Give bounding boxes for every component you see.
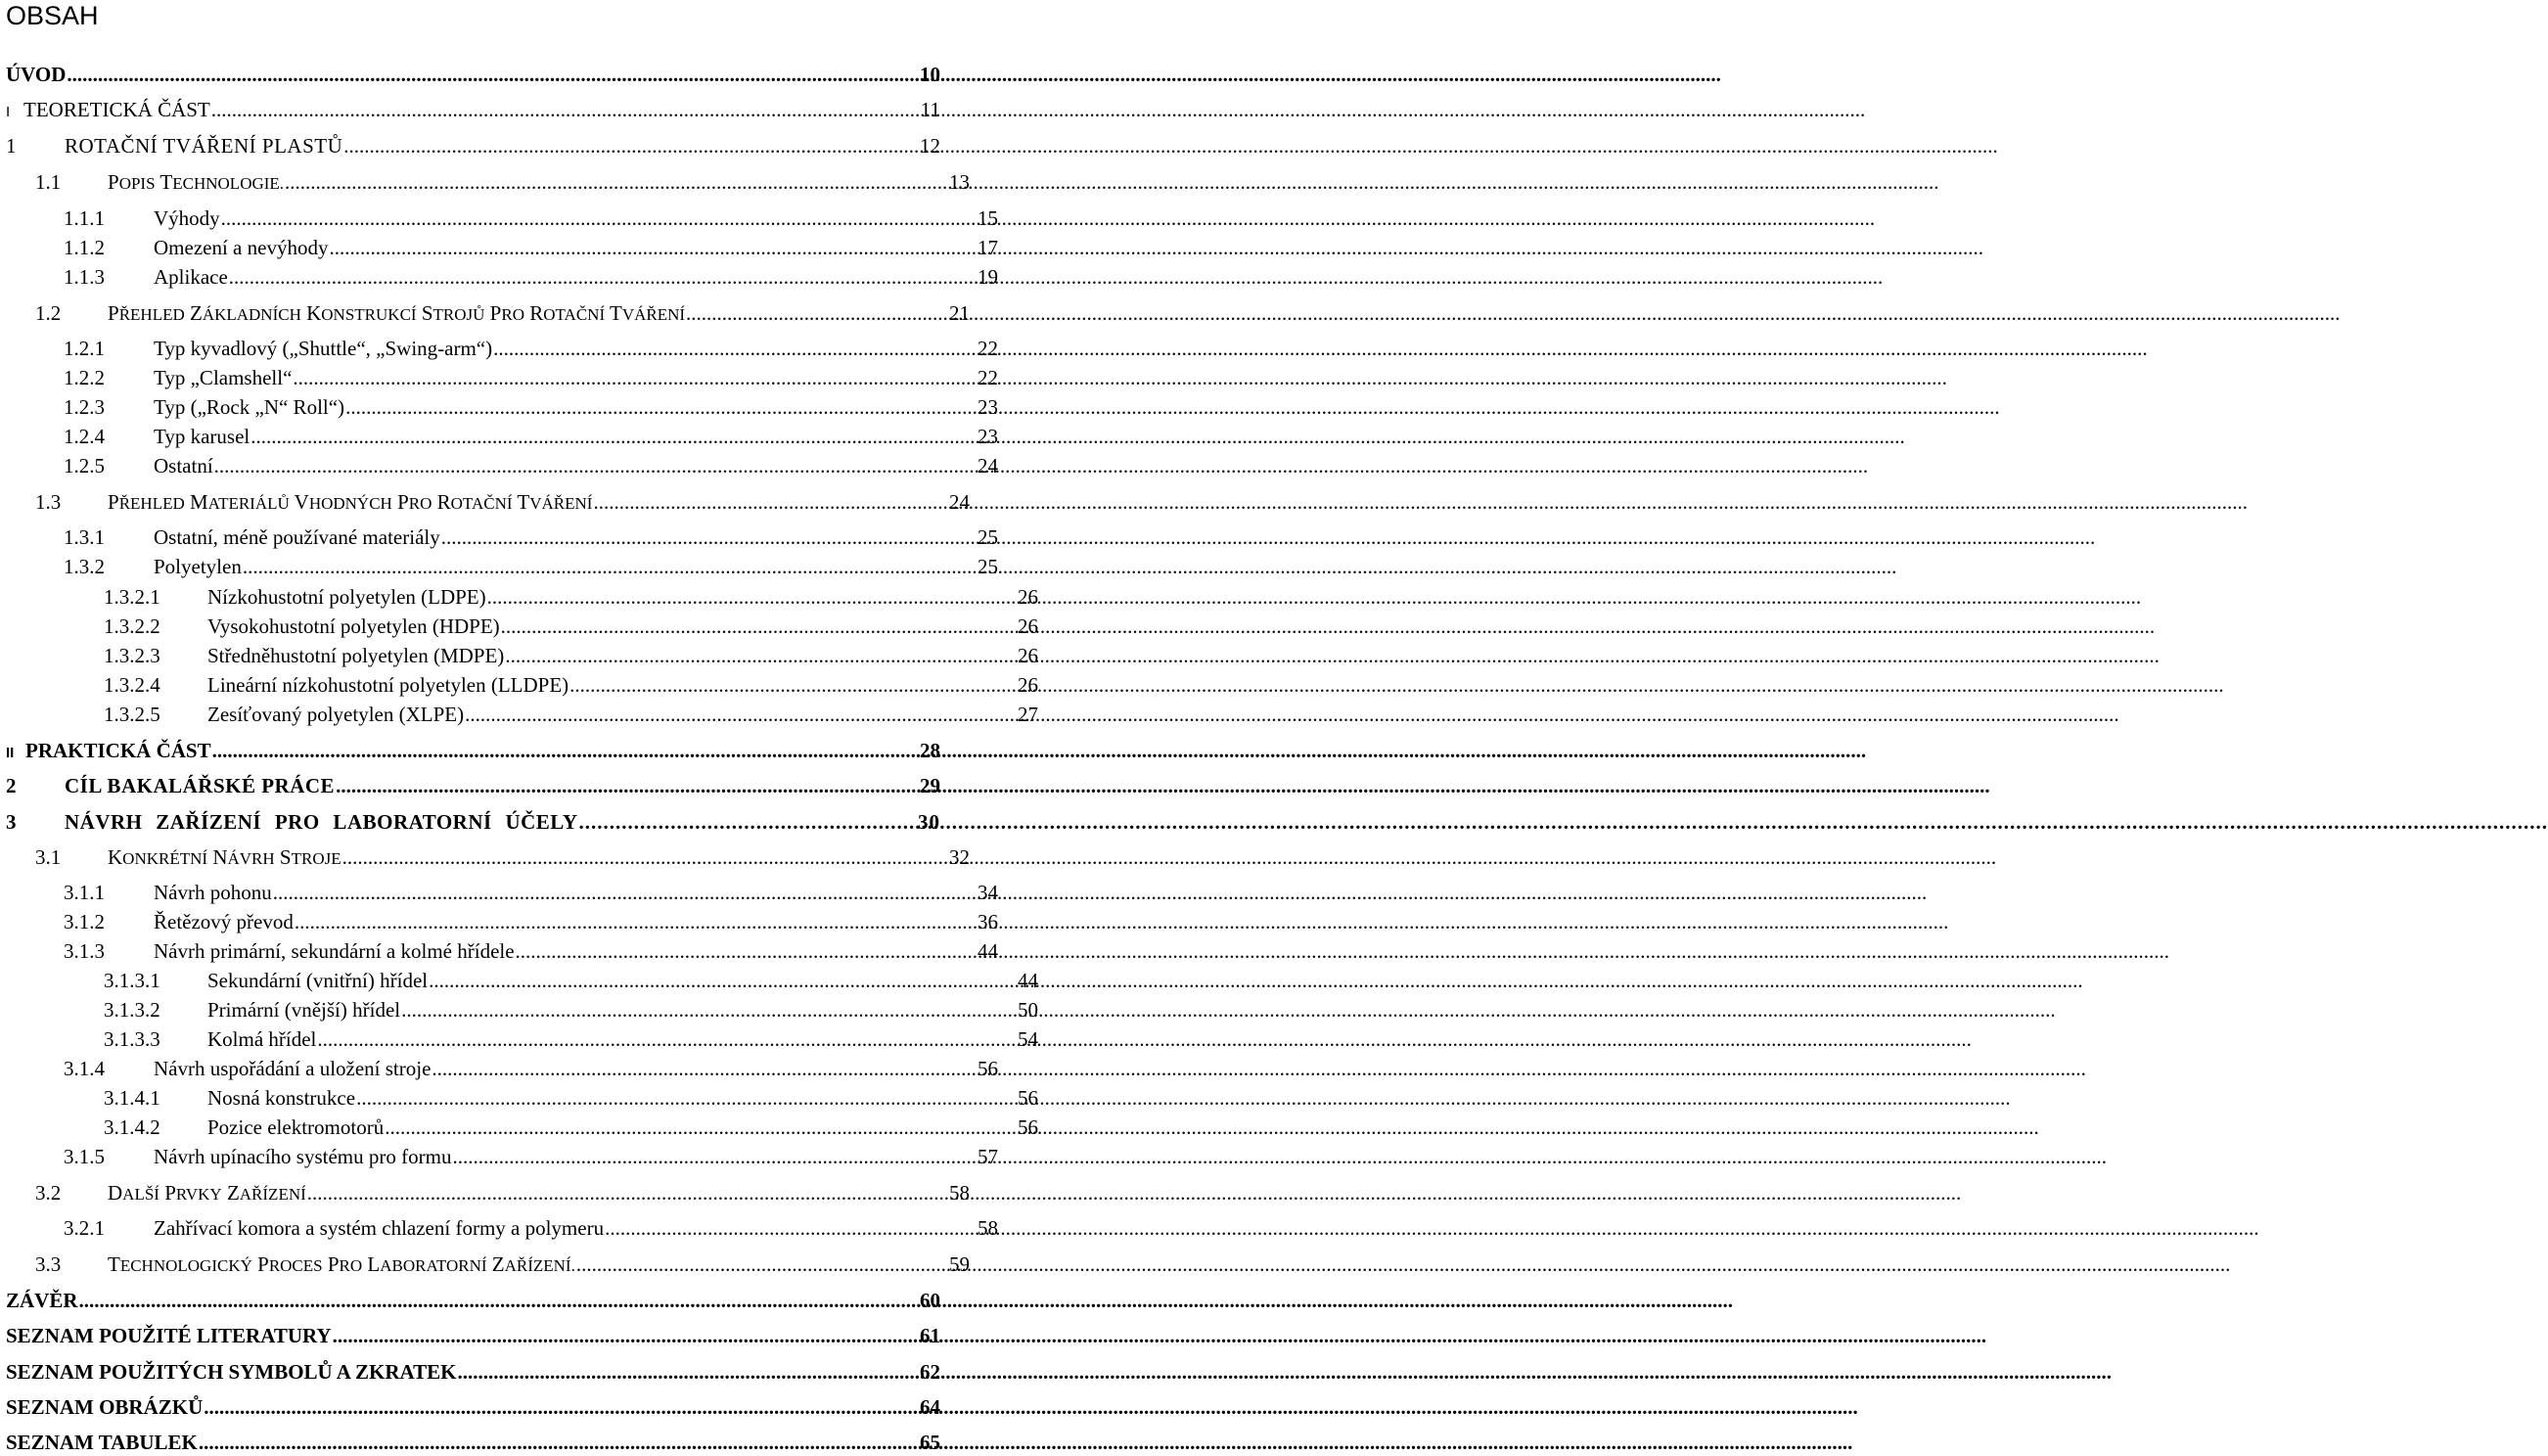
toc-entry-title: ÚVOD xyxy=(6,63,67,86)
toc-entry-title: Typ „Clamshell“ xyxy=(154,366,293,389)
toc-leader-dots xyxy=(199,1429,919,1456)
toc-page-number: 34 xyxy=(978,881,998,904)
toc-entry[interactable] xyxy=(0,1429,940,1456)
toc-page-number: 54 xyxy=(1018,1027,1038,1051)
toc-page-number: 17 xyxy=(978,236,998,259)
toc-entry-number: I xyxy=(6,104,11,120)
toc-leader-dots xyxy=(243,553,977,580)
toc-entry-title: PŘEHLED ZÁKLADNÍCH KONSTRUKCÍ STROJŮ PRO ROTAČNÍ TVÁŘENÍ xyxy=(108,301,686,325)
toc-leader-dots xyxy=(345,393,977,421)
toc-entry[interactable] xyxy=(0,1214,998,1242)
toc-entry-number: 3.3 xyxy=(35,1252,62,1276)
toc-leader-dots xyxy=(401,996,1017,1024)
toc-entry-number: 3.1 xyxy=(35,845,62,869)
toc-entry-title: Sekundární (vnitřní) hřídel xyxy=(207,969,429,992)
toc-page-number: 22 xyxy=(978,366,998,389)
toc-page-number: 59 xyxy=(949,1252,970,1276)
toc-leader-dots xyxy=(67,61,919,88)
toc-leader-dots xyxy=(505,642,1017,669)
toc-entry[interactable] xyxy=(0,488,970,518)
toc-page-number: 12 xyxy=(920,134,940,158)
toc-entry-title: SEZNAM POUŽITÉ LITERATURY xyxy=(6,1324,332,1347)
toc-entry-number: 1.3.2.2 xyxy=(104,614,160,638)
toc-entry-number: 1.1.3 xyxy=(64,265,105,289)
toc-leader-dots xyxy=(307,1179,948,1206)
toc-leader-dots xyxy=(487,583,1017,611)
toc-page-number: 22 xyxy=(978,337,998,360)
toc-entry[interactable] xyxy=(0,1179,970,1208)
toc-leader-dots xyxy=(501,613,1017,640)
toc-entry-title: SEZNAM TABULEK xyxy=(6,1431,198,1454)
toc-entry[interactable] xyxy=(0,1084,1038,1112)
toc-entry-number: 1.2 xyxy=(35,301,62,325)
toc-entry-number: 2 xyxy=(6,774,17,797)
toc-entry[interactable] xyxy=(0,299,970,329)
toc-entry[interactable] xyxy=(0,967,1038,994)
toc-page-number: 57 xyxy=(978,1145,998,1168)
toc-leader-dots xyxy=(229,263,977,291)
toc-entry[interactable] xyxy=(0,168,970,198)
toc-entry-number: 1.3.2.1 xyxy=(104,585,160,609)
toc-page-number: 56 xyxy=(1018,1086,1038,1110)
toc-entry-number: II xyxy=(6,745,15,761)
toc-entry-title: POPIS TECHNOLOGIE. xyxy=(108,170,285,194)
toc-entry[interactable] xyxy=(0,96,940,126)
toc-page-number: 65 xyxy=(920,1431,940,1454)
toc-entry-number: 3.1.5 xyxy=(64,1145,105,1168)
toc-page-number: 27 xyxy=(1018,703,1038,726)
toc-page-number: 23 xyxy=(978,425,998,448)
toc-leader-dots xyxy=(458,1358,919,1386)
toc-leader-dots xyxy=(221,205,977,232)
toc-page-number: 21 xyxy=(949,301,970,325)
toc-leader-dots xyxy=(285,168,948,196)
toc-page-number: 28 xyxy=(920,739,940,762)
toc-entry[interactable] xyxy=(0,772,940,799)
toc-page-number: 64 xyxy=(920,1395,940,1419)
toc-entry-title: Polyetylen xyxy=(154,555,242,578)
toc-page-number: 23 xyxy=(978,395,998,419)
toc-entry-number: 3.1.3.1 xyxy=(104,969,160,992)
toc-leader-dots xyxy=(336,772,919,799)
toc-entry[interactable] xyxy=(0,132,940,159)
toc-entry-title: KONKRÉTNÍ NÁVRH STROJE xyxy=(108,845,341,869)
toc-entry-title: Ostatní, méně používané materiály xyxy=(154,525,440,549)
toc-page-number: 58 xyxy=(978,1216,998,1240)
toc-entry-number: 3.2 xyxy=(35,1181,62,1205)
toc-entry-title: Zahřívací komora a systém chlazení formy a polymeru xyxy=(154,1216,605,1240)
toc-leader-dots xyxy=(429,967,1017,994)
toc-entry-number: 1.2.1 xyxy=(64,337,105,360)
toc-entry[interactable] xyxy=(0,335,998,362)
toc-entry-number: 1 xyxy=(6,134,17,158)
toc-entry-title: ROTAČNÍ TVÁŘENÍ PLASTŮ xyxy=(65,134,343,158)
toc-entry-number: 1.3.2 xyxy=(64,555,105,578)
toc-entry-title: Středněhustotní polyetylen (MDPE) xyxy=(207,644,505,667)
toc-entry-title: TEORETICKÁ ČÁST xyxy=(23,98,210,121)
toc-entry[interactable] xyxy=(0,1393,940,1421)
toc-leader-dots xyxy=(211,96,920,123)
toc-entry[interactable] xyxy=(0,671,1038,699)
toc-entry[interactable] xyxy=(0,701,1038,728)
toc-leader-dots xyxy=(493,335,977,362)
toc-page-number: 60 xyxy=(920,1289,940,1312)
toc-entry-title: NÁVRH ZAŘÍZENÍ PRO LABORATORNÍ ÚČELY xyxy=(65,810,578,834)
toc-entry-number: 3.1.4 xyxy=(64,1057,105,1080)
toc-entry[interactable] xyxy=(0,234,998,261)
toc-entry-title: Návrh uspořádání a uložení stroje xyxy=(154,1057,432,1080)
toc-page-number: 44 xyxy=(978,939,998,963)
toc-entry[interactable] xyxy=(0,523,998,551)
toc-page-number: 30 xyxy=(918,810,940,834)
toc-entry-title: Vysokohustotní polyetylen (HDPE) xyxy=(207,614,500,638)
toc-page-number: 24 xyxy=(949,490,970,514)
toc-entry-number: 1.2.2 xyxy=(64,366,105,389)
toc-leader-dots xyxy=(441,523,977,551)
toc-entry[interactable] xyxy=(0,1114,1038,1141)
toc-entry[interactable] xyxy=(0,205,998,232)
toc-entry-number: 1.3 xyxy=(35,490,62,514)
toc-leader-dots xyxy=(214,452,977,479)
toc-entry-title: Typ kyvadlový („Shuttle“, „Swing-arm“) xyxy=(154,337,493,360)
toc-leader-dots xyxy=(250,423,977,450)
toc-entry-title: Návrh primární, sekundární a kolmé hřídele xyxy=(154,939,515,963)
toc-entry-title: Aplikace xyxy=(154,265,228,289)
toc-entry[interactable] xyxy=(0,1287,940,1314)
toc-entry-title: Zesíťovaný polyetylen (XLPE) xyxy=(207,703,465,726)
toc-page-number: 61 xyxy=(920,1324,940,1347)
toc-page-number: 26 xyxy=(1018,614,1038,638)
toc-entry[interactable] xyxy=(0,1251,970,1280)
toc-entry[interactable] xyxy=(0,1025,1038,1053)
toc-page-number: 29 xyxy=(920,774,940,797)
toc-leader-dots xyxy=(79,1287,919,1314)
toc-entry-number: 3 xyxy=(6,810,18,834)
toc-entry-number: 1.3.2.5 xyxy=(104,703,160,726)
toc-entry-title: Lineární nízkohustotní polyetylen (LLDPE) xyxy=(207,673,569,697)
toc-entry-number: 3.2.1 xyxy=(64,1216,105,1240)
toc-entry-number: 1.3.2.4 xyxy=(104,673,160,697)
toc-entry-number: 1.1.1 xyxy=(64,206,105,230)
toc-entry-title: Typ karusel xyxy=(154,425,250,448)
toc-leader-dots xyxy=(293,364,977,391)
toc-entry-number: 3.1.3.3 xyxy=(104,1027,160,1051)
toc-leader-dots xyxy=(569,671,1017,699)
toc-entry[interactable] xyxy=(0,364,998,391)
toc-entry-number: 3.1.3.2 xyxy=(104,998,160,1022)
toc-entry[interactable] xyxy=(0,879,998,906)
toc-page-number: 32 xyxy=(949,845,970,869)
toc-entry-title: PRAKTICKÁ ČÁST xyxy=(25,739,211,762)
toc-entry[interactable] xyxy=(0,423,998,450)
toc-leader-dots xyxy=(317,1025,1017,1053)
toc-entry-number: 3.1.3 xyxy=(64,939,105,963)
toc-leader-dots xyxy=(342,843,948,871)
toc-leader-dots xyxy=(593,488,948,516)
toc-leader-dots xyxy=(686,299,948,327)
toc-entry-number: 3.1.1 xyxy=(64,881,105,904)
toc-page-number: 56 xyxy=(978,1057,998,1080)
toc-entry-title: PŘEHLED MATERIÁLŮ VHODNÝCH PRO ROTAČNÍ TVÁŘENÍ xyxy=(108,490,593,514)
toc-leader-dots xyxy=(295,908,977,935)
toc-entry[interactable] xyxy=(0,263,998,291)
toc-leader-dots xyxy=(333,1322,919,1349)
toc-leader-dots xyxy=(204,1393,919,1421)
toc-entry[interactable] xyxy=(0,1055,998,1082)
toc-entry-title: Ostatní xyxy=(154,454,213,478)
toc-page-number: 15 xyxy=(978,206,998,230)
toc-entry[interactable] xyxy=(0,393,998,421)
toc-entry-number: 1.2.5 xyxy=(64,454,105,478)
toc-entry[interactable] xyxy=(0,737,940,767)
toc-leader-dots xyxy=(579,808,917,836)
toc-entry-title: SEZNAM POUŽITÝCH SYMBOLŮ A ZKRATEK xyxy=(6,1360,457,1384)
toc-entry-number: 3.1.2 xyxy=(64,910,105,933)
toc-entry[interactable] xyxy=(0,808,940,836)
toc-entry-title: Typ („Rock „N“ Roll“) xyxy=(154,395,345,419)
toc-entry[interactable] xyxy=(0,1322,940,1349)
toc-page-number: 13 xyxy=(949,170,970,194)
toc-page-number: 10 xyxy=(920,63,940,86)
toc-entry-title: Nízkohustotní polyetylen (LDPE) xyxy=(207,585,486,609)
toc-leader-dots xyxy=(452,1143,977,1170)
toc-entry[interactable] xyxy=(0,1358,940,1386)
toc-entry-number: 1.3.1 xyxy=(64,525,105,549)
toc-page-number: 26 xyxy=(1018,673,1038,697)
toc-entry-title: Primární (vnější) hřídel xyxy=(207,998,401,1022)
toc-leader-dots xyxy=(343,132,919,159)
toc-page-number: 25 xyxy=(978,555,998,578)
toc-entry-title: ZÁVĚR xyxy=(6,1289,78,1312)
toc-entry-title: TECHNOLOGICKÝ PROCES PRO LABORATORNÍ ZAŘÍZENÍ. xyxy=(108,1252,575,1276)
toc-page-number: 36 xyxy=(978,910,998,933)
toc-leader-dots xyxy=(273,879,977,906)
toc-entry[interactable] xyxy=(0,613,1038,640)
toc-entry-number: 3.1.4.1 xyxy=(104,1086,160,1110)
toc-entry-title: SEZNAM OBRÁZKŮ xyxy=(6,1395,204,1419)
toc-entry-title: Návrh pohonu xyxy=(154,881,272,904)
toc-leader-dots xyxy=(576,1251,948,1278)
toc-page-number: 19 xyxy=(978,265,998,289)
toc-leader-dots xyxy=(516,937,977,965)
toc-page-number: 44 xyxy=(1018,969,1038,992)
toc-entry[interactable] xyxy=(0,583,1038,611)
toc-page-number: 58 xyxy=(949,1181,970,1205)
toc-entry-title: DALŠÍ PRVKY ZAŘÍZENÍ xyxy=(108,1181,306,1205)
toc-entry[interactable] xyxy=(0,908,998,935)
toc-entry[interactable] xyxy=(0,61,940,88)
toc-entry[interactable] xyxy=(0,452,998,479)
toc-leader-dots xyxy=(212,737,919,764)
toc-entry[interactable] xyxy=(0,1143,998,1170)
toc-entry-number: 3.1.4.2 xyxy=(104,1115,160,1139)
toc-leader-dots xyxy=(356,1084,1017,1112)
toc-entry-title: Návrh upínacího systému pro formu xyxy=(154,1145,452,1168)
toc-entry-title: Řetězový převod xyxy=(154,910,294,933)
toc-entry-number: 1.1.2 xyxy=(64,236,105,259)
toc-leader-dots xyxy=(432,1055,977,1082)
toc-leader-dots xyxy=(329,234,977,261)
toc-entry-title: CÍL BAKALÁŘSKÉ PRÁCE xyxy=(65,774,336,797)
toc-leader-dots xyxy=(385,1114,1017,1141)
toc-entry[interactable] xyxy=(0,642,1038,669)
toc-page-number: 26 xyxy=(1018,585,1038,609)
toc-entry[interactable] xyxy=(0,553,998,580)
toc-entry[interactable] xyxy=(0,843,970,873)
toc-leader-dots xyxy=(465,701,1017,728)
toc-entry[interactable] xyxy=(0,996,1038,1024)
toc-entry[interactable] xyxy=(0,937,998,965)
toc-entry-title: Nosná konstrukce xyxy=(207,1086,356,1110)
toc-page-number: 26 xyxy=(1018,644,1038,667)
toc-entry-title: Omezení a nevýhody xyxy=(154,236,329,259)
toc-page-number: 50 xyxy=(1018,998,1038,1022)
toc-page-number: 25 xyxy=(978,525,998,549)
toc-entry-number: 1.3.2.3 xyxy=(104,644,160,667)
toc-page-number: 24 xyxy=(978,454,998,478)
toc-page-number: 62 xyxy=(920,1360,940,1384)
toc-leader-dots xyxy=(605,1214,977,1242)
page-title: OBSAH xyxy=(6,1,99,30)
toc-page-number: 11 xyxy=(920,98,940,121)
toc-entry-title: Pozice elektromotorů xyxy=(207,1115,385,1139)
toc-entry-number: 1.2.4 xyxy=(64,425,105,448)
toc-entry-title: Výhody xyxy=(154,206,220,230)
toc-entry-number: 1.2.3 xyxy=(64,395,105,419)
toc-entry-title: Kolmá hřídel xyxy=(207,1027,317,1051)
toc-entry-number: 1.1 xyxy=(35,170,62,194)
toc-page-number: 56 xyxy=(1018,1115,1038,1139)
